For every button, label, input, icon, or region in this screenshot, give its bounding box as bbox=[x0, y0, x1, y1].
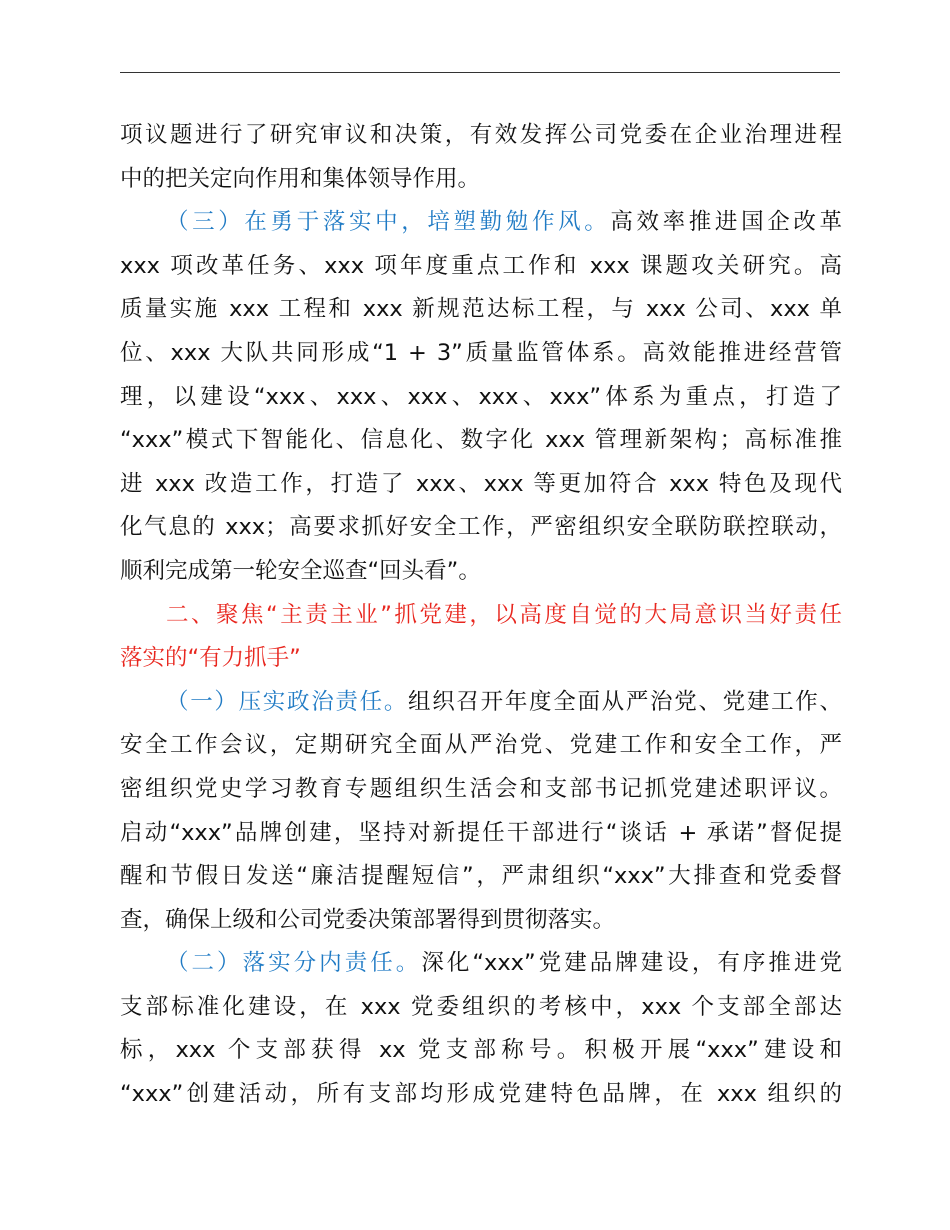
body-line: 查，确保上级和公司党委决策部署得到贯彻落实。 bbox=[120, 906, 616, 933]
body-line: 支部标准化建设，在 xxx 党委组织的考核中，xxx 个支部全部达 bbox=[120, 993, 842, 1020]
body-line: 标，xxx 个支部获得 xx 党支部称号。积极开展“xxx”建设和 bbox=[120, 1037, 842, 1064]
body-line: 质量实施 xxx 工程和 xxx 新规范达标工程，与 xxx 公司、xxx 单 bbox=[120, 296, 842, 323]
subsection-heading: （三）在勇于落实中，培塑勤勉作风。 bbox=[166, 209, 611, 236]
body-text: 深化“xxx”党建品牌建设，有序推进党 bbox=[421, 950, 842, 977]
subsection-heading: （二）落实分内责任。 bbox=[166, 950, 422, 977]
body-line: 项议题进行了研究审议和决策，有效发挥公司党委在企业治理进程 bbox=[120, 122, 842, 148]
body-line: 位、xxx 大队共同形成“1 + 3”质量监管体系。高效能推进经营管 bbox=[120, 339, 842, 366]
body-line: 启动“xxx”品牌创建，坚持对新提任干部进行“谈话 + 承诺”督促提 bbox=[120, 819, 842, 846]
subsection-heading: （一）压实政治责任。 bbox=[166, 688, 409, 715]
body-line: “xxx”模式下智能化、信息化、数字化 xxx 管理新架构；高标准推 bbox=[120, 427, 842, 454]
body-line: 顺利完成第一轮安全巡查“回头看”。 bbox=[120, 557, 481, 584]
body-line: 中的把关定向作用和集体领导作用。 bbox=[120, 165, 481, 192]
subsection-line bbox=[120, 201, 842, 245]
body-line: 安全工作会议，定期研究全面从严治党、党建工作和安全工作，严 bbox=[120, 732, 842, 759]
body-line: “xxx”创建活动，所有支部均形成党建特色品牌，在 xxx 组织的 bbox=[120, 1081, 842, 1108]
body-text: 高效率推进国企改革 bbox=[610, 209, 842, 236]
body-line: 化气息的 xxx；高要求抓好安全工作，严密组织安全联防联控联动， bbox=[120, 514, 842, 541]
header-rule bbox=[120, 72, 840, 73]
document-body bbox=[120, 114, 842, 1117]
body-line: 进 xxx 改造工作，打造了 xxx、xxx 等更加符合 xxx 特色及现代 bbox=[120, 470, 842, 497]
body-line: 醒和节假日发送“廉洁提醒短信”，严肃组织“xxx”大排查和党委督 bbox=[120, 863, 842, 890]
section-heading: 落实的“有力抓手” bbox=[120, 645, 301, 672]
body-line: 理，以建设“xxx、xxx、xxx、xxx、xxx”体系为重点，打造了 bbox=[120, 383, 842, 410]
body-text: 组织召开年度全面从严治党、党建工作、 bbox=[408, 688, 842, 715]
subsection-line bbox=[120, 942, 842, 986]
subsection-line bbox=[120, 681, 842, 725]
body-line: xxx 项改革任务、xxx 项年度重点工作和 xxx 课题攻关研究。高 bbox=[120, 252, 842, 279]
section-heading: 二、聚焦“主责主业”抓党建，以高度自觉的大局意识当好责任 bbox=[166, 601, 842, 628]
body-line: 密组织党史学习教育专题组织生活会和支部书记抓党建述职评议。 bbox=[120, 775, 842, 802]
